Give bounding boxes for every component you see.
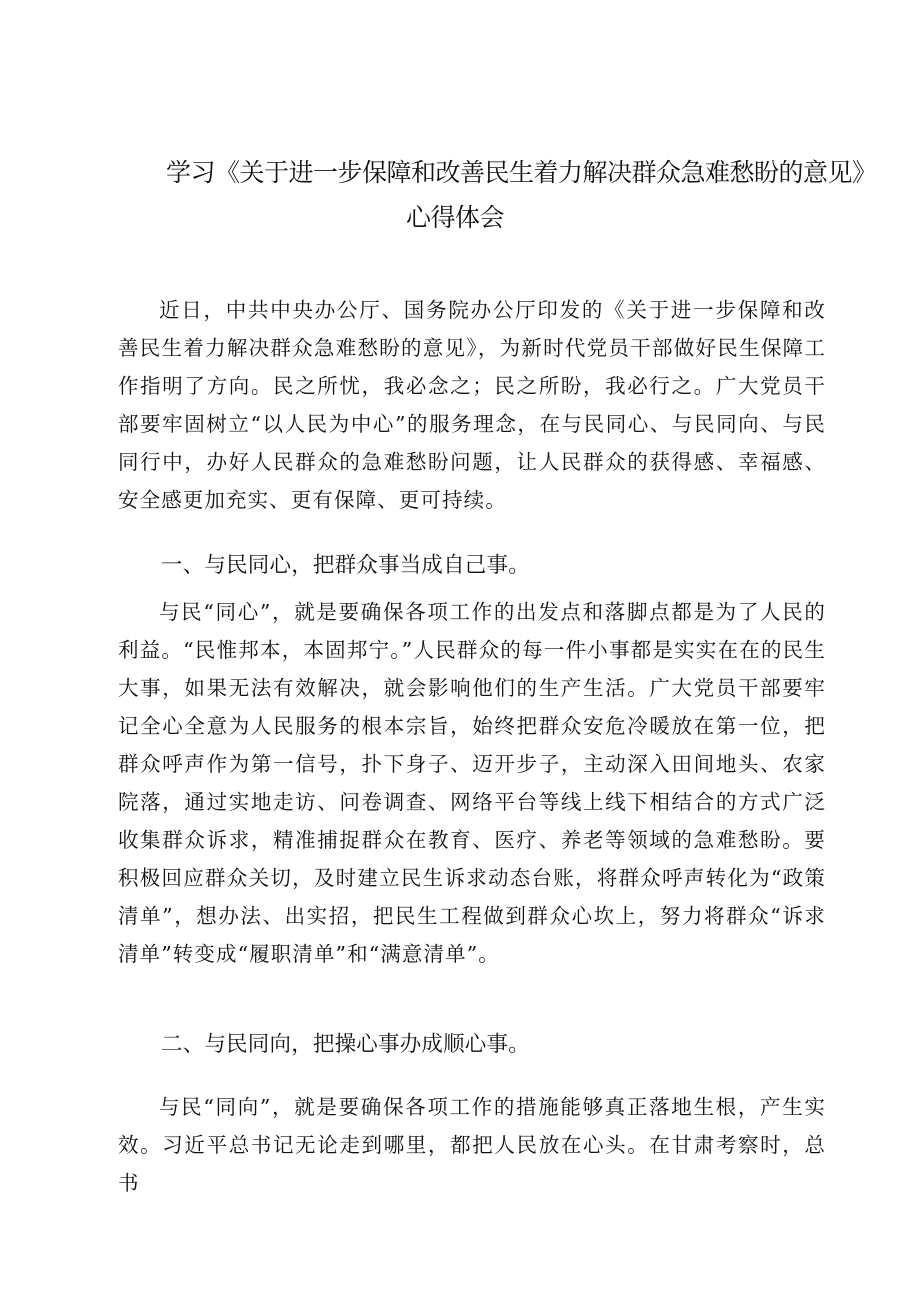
- document-title-line-2: 心得体会: [406, 203, 505, 232]
- paragraph-section-1: 与民“同心”，就是要确保各项工作的出发点和落脚点都是为了人民的利益。“民惟邦本，本固邦宁。”人民群众的每一件小事都是实实在在的民生大事，如果无法有效解决，就会影响他们的生产生活。广大党员干部要牢记全心全意为人民服务的根本宗旨，始终把群众安危冷暖放在第一位，把群众呼声作为第一信号，扑下身子、迈开步子，主动深入田间地头、农家院落，通过实地走访、问卷调查、网络平台等线上线下相结合的方式广泛收集群众诉求，精准捕捉群众在教育、医疗、养老等领域的急难愁盼。要积极回应群众关切，及时建立民生诉求动态台账，将群众呼声转化为“政策清单”，想办法、出实招，把民生工程做到群众心坎上，努力将群众“诉求清单”转变成“履职清单”和“满意清单”。: [118, 600, 826, 966]
- document-title-line-1: 学习《关于进一步保障和改善民生着力解决群众急难愁盼的意见》: [166, 158, 877, 187]
- section-heading-2: 二、与民同向，把操心事办成顺心事。: [161, 1032, 530, 1057]
- paragraph-section-2: 与民“同向”，就是要确保各项工作的措施能够真正落地生根，产生实效。习近平总书记无论走到哪里，都把人民放在心头。在甘肃考察时，总书: [118, 1095, 826, 1195]
- section-heading-1: 一、与民同心，把群众事当成自己事。: [161, 553, 530, 578]
- paragraph-intro: 近日，中共中央办公厅、国务院办公厅印发的《关于进一步保障和改善民生着力解决群众急难愁盼的意见》，为新时代党员干部做好民生保障工作指明了方向。民之所忧，我必念之；民之所盼，我必行之。广大党员干部要牢固树立“以人民为中心”的服务理念，在与民同心、与民同向、与民同行中，办好人民群众的急难愁盼问题，让人民群众的获得感、幸福感、安全感更加充实、更有保障、更可持续。: [118, 298, 826, 512]
